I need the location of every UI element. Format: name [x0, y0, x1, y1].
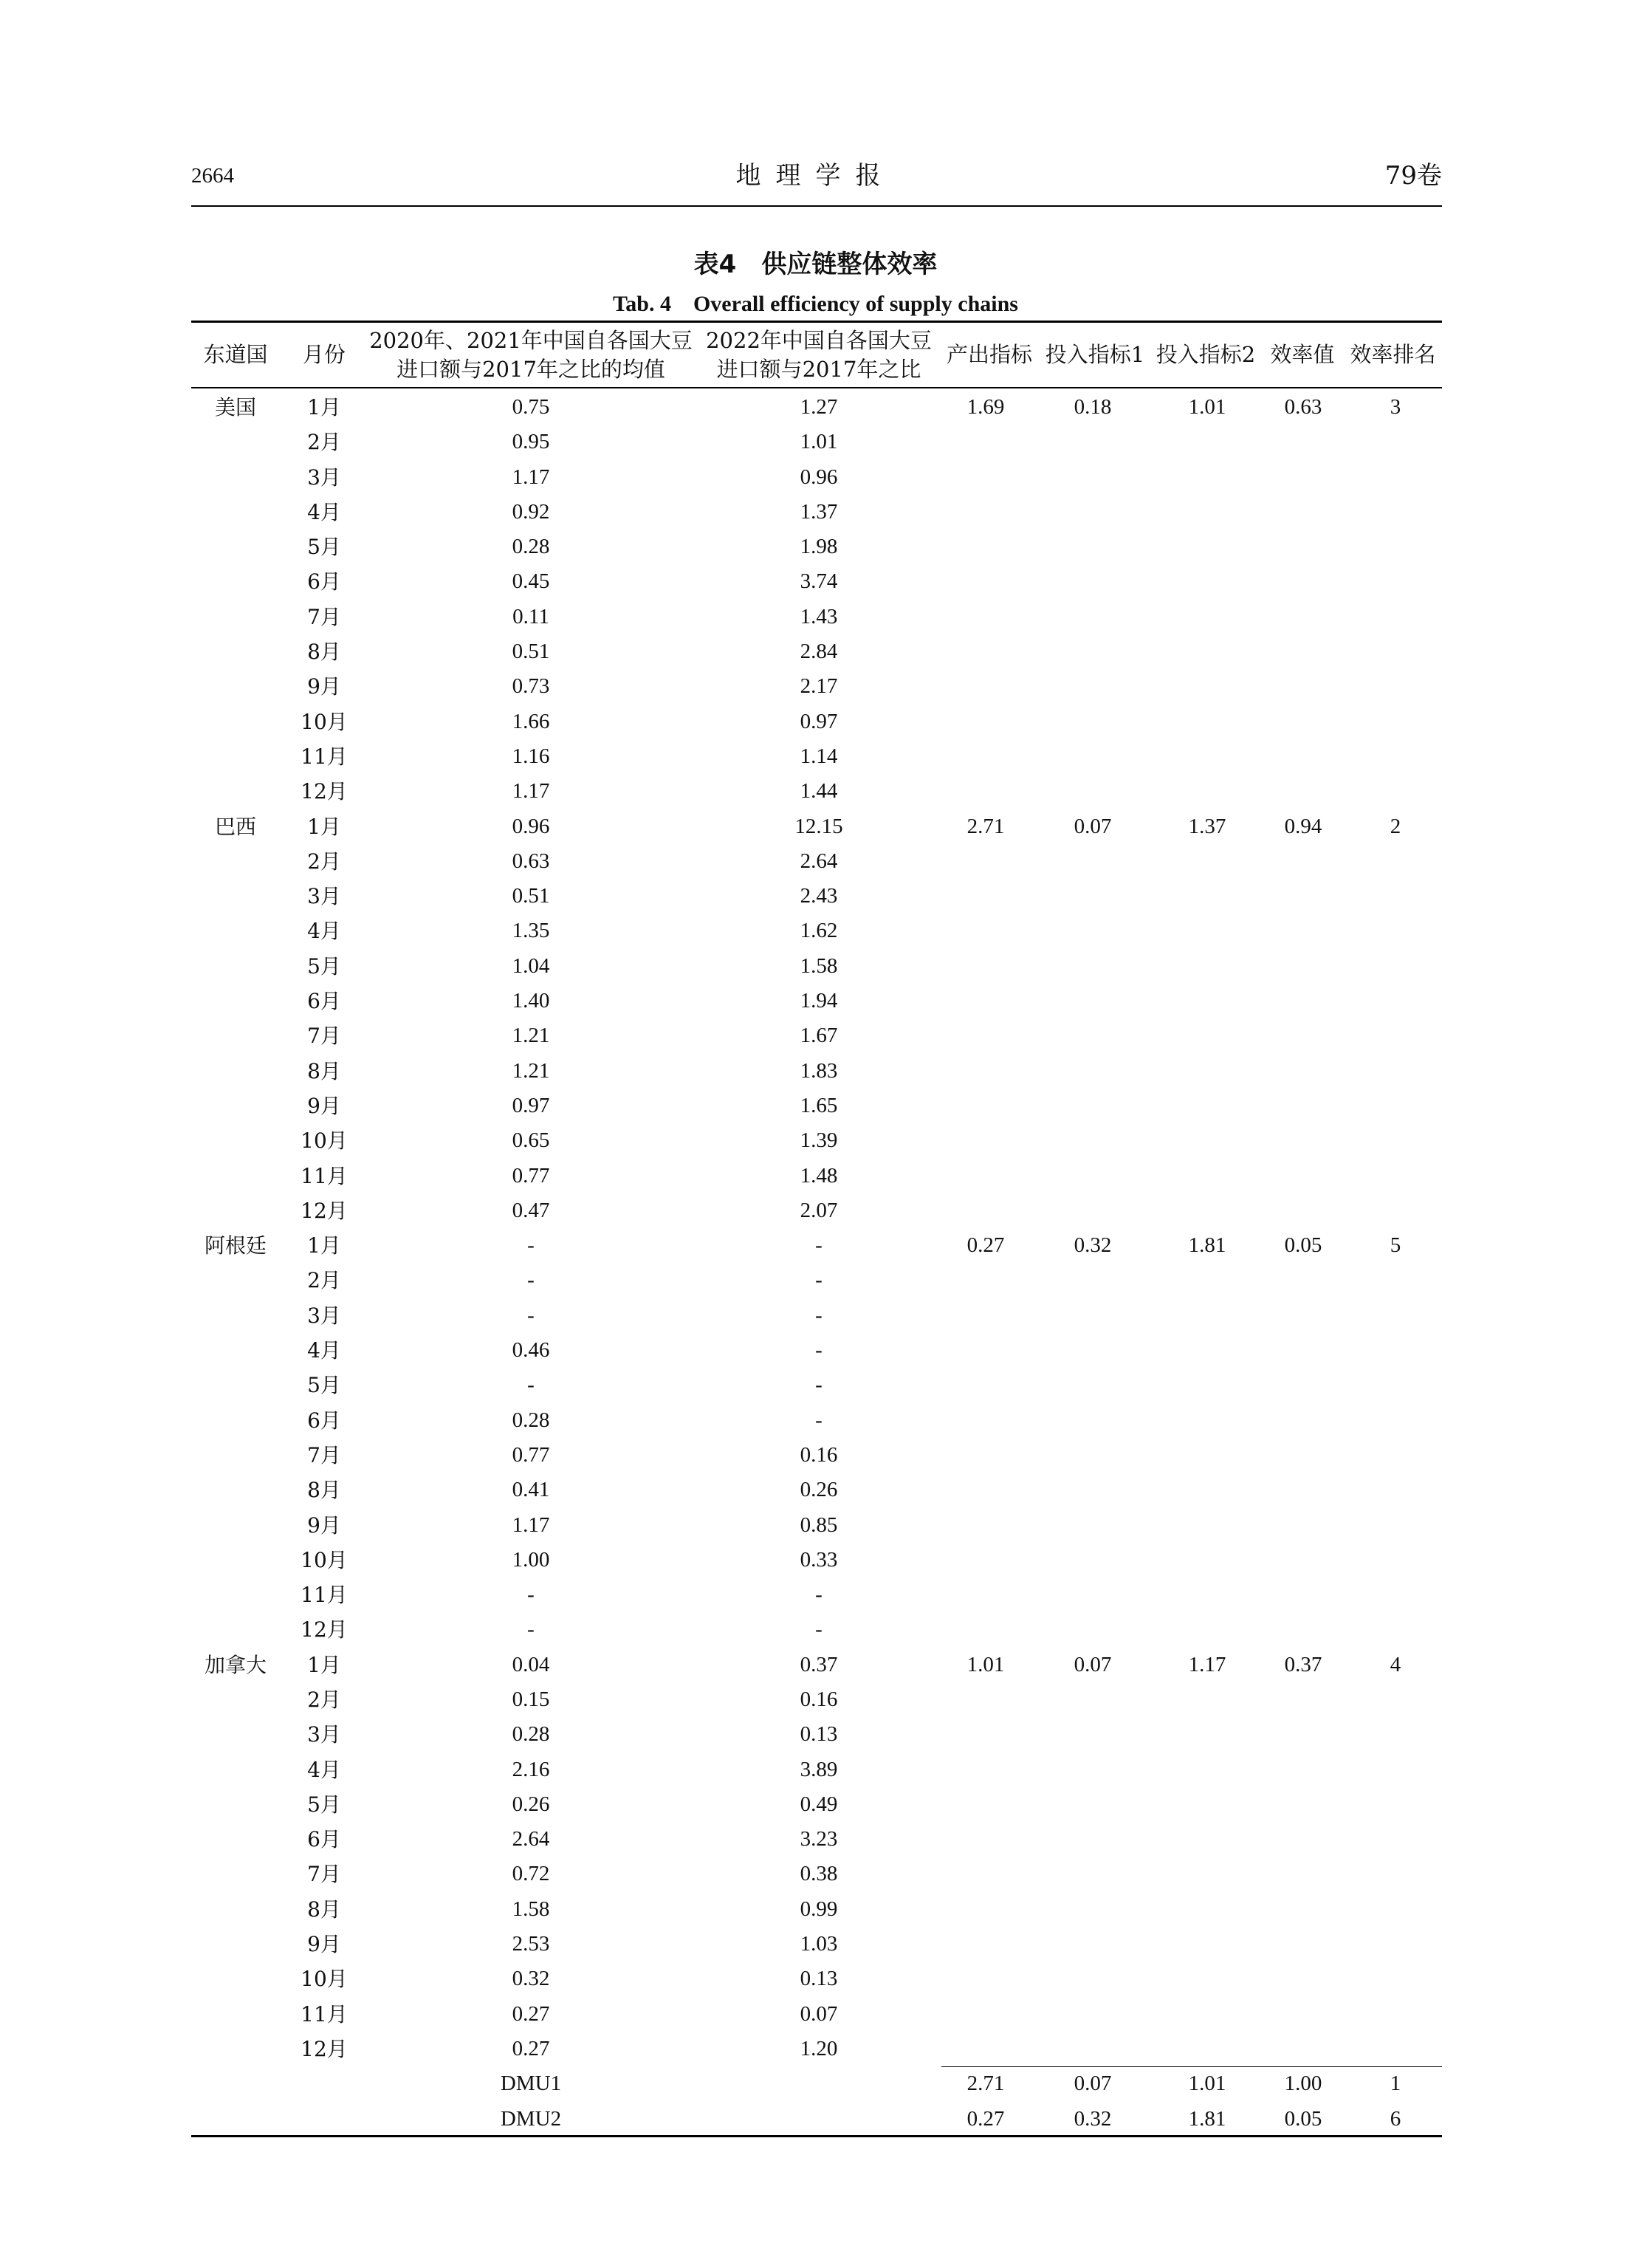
ratio-2022-cell: 0.16 — [800, 1442, 838, 1467]
table-row — [0, 1822, 1631, 1857]
table-title-en: Tab. 4 Overall efficiency of supply chains — [613, 292, 1018, 316]
avg-ratio-cell: 0.27 — [512, 2036, 550, 2060]
table-title-zh: 表4 供应链整体效率 — [693, 250, 938, 279]
table-row — [0, 1892, 1631, 1927]
month-cell: 2月 — [307, 849, 341, 874]
ratio-2022-cell: 1.65 — [800, 1093, 838, 1117]
input1-cell: 0.18 — [1074, 395, 1112, 419]
rank-cell: 5 — [1390, 1233, 1401, 1258]
ratio-2022-cell: 0.13 — [800, 1722, 838, 1747]
table-row — [0, 949, 1631, 984]
ratio-2022-cell: - — [815, 1303, 823, 1327]
table-row — [0, 1473, 1631, 1507]
avg-ratio-cell: 0.51 — [512, 640, 550, 664]
ratio-2022-cell: - — [815, 1338, 823, 1363]
table-row — [0, 1263, 1631, 1298]
month-cell: 7月 — [307, 1862, 341, 1887]
avg-ratio-cell: 2.64 — [512, 1827, 550, 1851]
avg-ratio-cell: 1.40 — [512, 989, 550, 1013]
table-row — [0, 879, 1631, 914]
month-cell: 2月 — [307, 1268, 341, 1293]
month-cell: 11月 — [301, 1583, 348, 1608]
input2-cell: 1.37 — [1188, 814, 1226, 838]
month-cell: 8月 — [307, 1478, 341, 1503]
month-cell: 11月 — [301, 1163, 348, 1188]
table-row — [0, 1123, 1631, 1158]
month-cell: 4月 — [307, 919, 341, 944]
ratio-2022-cell: 0.07 — [800, 2001, 838, 2026]
avg-ratio-cell: 0.47 — [512, 1198, 550, 1222]
country-cell: 美国 — [214, 395, 256, 419]
table-row — [0, 1753, 1631, 1787]
table-row — [0, 600, 1631, 634]
table-row — [0, 2032, 1631, 2066]
avg-ratio-cell: 1.35 — [512, 919, 550, 943]
efficiency-cell: 0.37 — [1284, 1652, 1322, 1676]
journal-title: 地理学报 — [735, 161, 896, 191]
month-cell: 12月 — [301, 1198, 348, 1223]
header-avg-ratio-line1: 2020年、2021年中国自各国大豆 — [369, 327, 693, 353]
dmu-row — [0, 2102, 1631, 2137]
table-row — [0, 1193, 1631, 1228]
avg-ratio-cell: 1.17 — [512, 779, 550, 804]
month-cell: 6月 — [307, 989, 341, 1014]
month-cell: 9月 — [307, 674, 341, 699]
ratio-2022-cell: 0.16 — [800, 1687, 838, 1711]
month-cell: 9月 — [307, 1932, 341, 1957]
month-cell: 3月 — [307, 1303, 341, 1328]
input1-cell: 0.32 — [1074, 2106, 1112, 2131]
month-cell: 8月 — [307, 640, 341, 665]
avg-ratio-cell: 2.16 — [512, 1757, 550, 1781]
table-row — [0, 564, 1631, 599]
month-cell: 7月 — [307, 1024, 341, 1049]
efficiency-cell: 0.05 — [1284, 1233, 1322, 1258]
efficiency-cell: 0.05 — [1284, 2106, 1322, 2131]
table-body — [0, 390, 1631, 2137]
table-row — [0, 425, 1631, 459]
avg-ratio-cell: 0.27 — [512, 2001, 550, 2026]
table-row — [0, 390, 1631, 425]
table-row — [0, 1089, 1631, 1123]
avg-ratio-cell: - — [527, 1373, 535, 1397]
country-cell: 阿根廷 — [204, 1233, 267, 1258]
ratio-2022-cell: 0.37 — [800, 1652, 838, 1676]
avg-ratio-cell: 0.92 — [512, 499, 550, 524]
month-cell: 7月 — [307, 1442, 341, 1467]
avg-ratio-cell: 0.75 — [512, 395, 550, 419]
ratio-2022-cell: - — [815, 1617, 823, 1642]
ratio-2022-cell: 0.97 — [800, 709, 838, 733]
avg-ratio-cell: 1.00 — [512, 1547, 550, 1572]
table-row — [0, 1612, 1631, 1647]
ratio-2022-cell: 2.07 — [800, 1198, 838, 1222]
efficiency-cell: 1.00 — [1284, 2072, 1322, 2096]
dmu-label-cell: DMU1 — [500, 2072, 562, 2096]
rank-cell: 6 — [1390, 2106, 1401, 2131]
month-cell: 5月 — [307, 1792, 341, 1817]
month-cell: 3月 — [307, 1722, 341, 1747]
table-row — [0, 1403, 1631, 1438]
header-efficiency: 效率值 — [1270, 342, 1335, 367]
avg-ratio-cell: 1.17 — [512, 1512, 550, 1537]
ratio-2022-cell: 0.96 — [800, 465, 838, 489]
input2-cell: 1.81 — [1188, 1233, 1226, 1258]
avg-ratio-cell: 0.97 — [512, 1093, 550, 1117]
table-row — [0, 1228, 1631, 1263]
month-cell: 1月 — [307, 1652, 341, 1677]
header-avg-ratio-line2: 进口额与2017年之比的均值 — [396, 356, 665, 382]
month-cell: 11月 — [301, 2001, 348, 2027]
avg-ratio-cell: 1.16 — [512, 744, 550, 768]
table-row — [0, 1054, 1631, 1089]
table-row — [0, 495, 1631, 530]
avg-ratio-cell: - — [527, 1303, 535, 1327]
month-cell: 5月 — [307, 953, 341, 979]
table-row — [0, 1298, 1631, 1333]
volume-label: 79卷 — [1384, 161, 1442, 191]
avg-ratio-cell: 0.77 — [512, 1442, 550, 1467]
month-cell: 4月 — [307, 1757, 341, 1782]
input2-cell: 1.01 — [1188, 2072, 1226, 2096]
avg-ratio-cell: 1.17 — [512, 465, 550, 489]
month-cell: 7月 — [307, 604, 341, 629]
avg-ratio-cell: 0.28 — [512, 535, 550, 559]
table-header-rule — [191, 387, 1442, 388]
dmu-separator-rule — [941, 2066, 1442, 2067]
month-cell: 8月 — [307, 1058, 341, 1083]
month-cell: 6月 — [307, 1408, 341, 1433]
month-cell: 1月 — [307, 814, 341, 839]
header-rank: 效率排名 — [1350, 342, 1436, 367]
input1-cell: 0.07 — [1074, 2072, 1112, 2096]
table-row — [0, 1717, 1631, 1752]
month-cell: 6月 — [307, 1827, 341, 1852]
input2-cell: 1.01 — [1188, 395, 1226, 419]
table-header-row — [0, 323, 1631, 387]
ratio-2022-cell: 0.38 — [800, 1862, 838, 1886]
country-cell: 加拿大 — [204, 1652, 267, 1677]
dmu-row — [0, 2066, 1631, 2101]
ratio-2022-cell: 3.74 — [800, 569, 838, 594]
ratio-2022-cell: 1.62 — [800, 919, 838, 943]
month-cell: 3月 — [307, 884, 341, 909]
month-cell: 3月 — [307, 465, 341, 490]
table-row — [0, 1577, 1631, 1612]
table-row — [0, 914, 1631, 948]
ratio-2022-cell: 2.84 — [800, 640, 838, 664]
ratio-2022-cell: 1.01 — [800, 430, 838, 454]
avg-ratio-cell: 0.51 — [512, 884, 550, 908]
rank-cell: 1 — [1390, 2072, 1401, 2096]
header-month: 月份 — [302, 342, 346, 367]
month-cell: 5月 — [307, 1373, 341, 1398]
table-row — [0, 1962, 1631, 1996]
rank-cell: 3 — [1390, 395, 1401, 419]
table-row — [0, 739, 1631, 774]
header-input1: 投入指标1 — [1045, 342, 1145, 367]
ratio-2022-cell: 1.14 — [800, 744, 838, 768]
table-row — [0, 1333, 1631, 1368]
avg-ratio-cell: 0.11 — [512, 604, 549, 628]
ratio-2022-cell: 1.98 — [800, 535, 838, 559]
avg-ratio-cell: 1.21 — [512, 1058, 550, 1083]
ratio-2022-cell: 1.03 — [800, 1932, 838, 1956]
header-rule — [191, 205, 1442, 207]
country-cell: 巴西 — [214, 814, 256, 839]
month-cell: 4月 — [307, 499, 341, 524]
header-2022-ratio — [693, 323, 944, 387]
month-cell: 4月 — [307, 1338, 341, 1363]
month-cell: 10月 — [301, 1967, 348, 1992]
output-cell: 2.71 — [966, 2072, 1005, 2096]
month-cell: 11月 — [301, 744, 348, 769]
ratio-2022-cell: 1.83 — [800, 1058, 838, 1083]
avg-ratio-cell: 1.21 — [512, 1024, 550, 1048]
input1-cell: 0.32 — [1074, 1233, 1112, 1258]
table-row — [0, 1438, 1631, 1473]
table-row — [0, 1543, 1631, 1577]
ratio-2022-cell: - — [815, 1233, 823, 1258]
ratio-2022-cell: 2.43 — [800, 884, 838, 908]
ratio-2022-cell: 1.39 — [800, 1128, 838, 1153]
header-input2: 投入指标2 — [1156, 342, 1256, 367]
table-row — [0, 1018, 1631, 1053]
avg-ratio-cell: 0.95 — [512, 430, 550, 454]
month-cell: 2月 — [307, 1687, 341, 1712]
table-row — [0, 460, 1631, 495]
month-cell: 1月 — [307, 395, 341, 419]
ratio-2022-cell: 1.48 — [800, 1163, 838, 1188]
efficiency-cell: 0.94 — [1284, 814, 1322, 838]
avg-ratio-cell: 0.32 — [512, 1967, 550, 1991]
ratio-2022-cell: 1.44 — [800, 779, 838, 804]
input1-cell: 0.07 — [1074, 814, 1112, 838]
avg-ratio-cell: - — [527, 1583, 535, 1607]
ratio-2022-cell: 1.20 — [800, 2036, 838, 2060]
table-row — [0, 1648, 1631, 1682]
table-row — [0, 1159, 1631, 1193]
table-row — [0, 669, 1631, 704]
avg-ratio-cell: 1.66 — [512, 709, 550, 733]
avg-ratio-cell: 0.41 — [512, 1478, 550, 1502]
month-cell: 12月 — [301, 2036, 348, 2061]
table-row — [0, 844, 1631, 879]
avg-ratio-cell: 0.28 — [512, 1722, 550, 1747]
avg-ratio-cell: 0.77 — [512, 1163, 550, 1188]
rank-cell: 4 — [1390, 1652, 1401, 1676]
header-output: 产出指标 — [946, 342, 1032, 367]
ratio-2022-cell: 2.64 — [800, 849, 838, 873]
input1-cell: 0.07 — [1074, 1652, 1112, 1676]
avg-ratio-cell: - — [527, 1617, 535, 1642]
avg-ratio-cell: 0.96 — [512, 814, 550, 838]
avg-ratio-cell: - — [527, 1268, 535, 1292]
month-cell: 6月 — [307, 569, 341, 595]
avg-ratio-cell: - — [527, 1233, 535, 1258]
table-row — [0, 1787, 1631, 1822]
ratio-2022-cell: 1.94 — [800, 989, 838, 1013]
table-row — [0, 1857, 1631, 1891]
ratio-2022-cell: - — [815, 1373, 823, 1397]
ratio-2022-cell: 1.58 — [800, 953, 838, 978]
avg-ratio-cell: 0.26 — [512, 1792, 550, 1816]
month-cell: 10月 — [301, 1547, 348, 1572]
table-row — [0, 634, 1631, 669]
month-cell: 10月 — [301, 1128, 348, 1154]
table-row — [0, 1997, 1631, 2032]
table-row — [0, 530, 1631, 564]
output-cell: 1.01 — [966, 1652, 1005, 1676]
month-cell: 12月 — [301, 779, 348, 804]
month-cell: 12月 — [301, 1617, 348, 1642]
avg-ratio-cell: 0.04 — [512, 1652, 550, 1676]
ratio-2022-cell: 0.26 — [800, 1478, 838, 1502]
table-row — [0, 809, 1631, 844]
table-bottom-rule — [191, 2135, 1442, 2137]
ratio-2022-cell: 2.17 — [800, 674, 838, 699]
ratio-2022-cell: 0.99 — [800, 1897, 838, 1921]
ratio-2022-cell: 3.23 — [800, 1827, 838, 1851]
ratio-2022-cell: 0.49 — [800, 1792, 838, 1816]
avg-ratio-cell: 0.45 — [512, 569, 550, 594]
table-row — [0, 774, 1631, 809]
page-number: 2664 — [191, 164, 234, 188]
ratio-2022-cell: 1.43 — [800, 604, 838, 628]
avg-ratio-cell: 0.46 — [512, 1338, 550, 1363]
avg-ratio-cell: 1.04 — [512, 953, 550, 978]
ratio-2022-cell: 1.67 — [800, 1024, 838, 1048]
output-cell: 0.27 — [966, 1233, 1005, 1258]
header-2022-ratio-line2: 进口额与2017年之比 — [716, 356, 921, 382]
ratio-2022-cell: 1.37 — [800, 499, 838, 524]
header-avg-ratio — [368, 323, 693, 387]
ratio-2022-cell: - — [815, 1583, 823, 1607]
table-row — [0, 1508, 1631, 1543]
rank-cell: 2 — [1390, 814, 1401, 838]
table-row — [0, 1927, 1631, 1962]
avg-ratio-cell: 1.58 — [512, 1897, 550, 1921]
input2-cell: 1.81 — [1188, 2106, 1226, 2131]
month-cell: 5月 — [307, 535, 341, 560]
ratio-2022-cell: 1.27 — [800, 395, 838, 419]
avg-ratio-cell: 0.28 — [512, 1408, 550, 1432]
ratio-2022-cell: 12.15 — [794, 814, 843, 838]
input2-cell: 1.17 — [1188, 1652, 1226, 1676]
month-cell: 1月 — [307, 1233, 341, 1258]
ratio-2022-cell: - — [815, 1408, 823, 1432]
avg-ratio-cell: 2.53 — [512, 1932, 550, 1956]
efficiency-cell: 0.63 — [1284, 395, 1322, 419]
ratio-2022-cell: 0.33 — [800, 1547, 838, 1572]
header-country: 东道国 — [203, 342, 268, 367]
table-row — [0, 1368, 1631, 1402]
header-2022-ratio-line1: 2022年中国自各国大豆 — [706, 327, 932, 353]
avg-ratio-cell: 0.73 — [512, 674, 550, 699]
avg-ratio-cell: 0.72 — [512, 1862, 550, 1886]
month-cell: 9月 — [307, 1093, 341, 1118]
month-cell: 10月 — [301, 709, 348, 734]
avg-ratio-cell: 0.63 — [512, 849, 550, 873]
ratio-2022-cell: 0.85 — [800, 1512, 838, 1537]
output-cell: 1.69 — [966, 395, 1005, 419]
output-cell: 0.27 — [966, 2106, 1005, 2131]
ratio-2022-cell: - — [815, 1268, 823, 1292]
ratio-2022-cell: 3.89 — [800, 1757, 838, 1781]
dmu-label-cell: DMU2 — [500, 2106, 562, 2131]
month-cell: 8月 — [307, 1897, 341, 1922]
avg-ratio-cell: 0.65 — [512, 1128, 550, 1153]
table-row — [0, 984, 1631, 1018]
output-cell: 2.71 — [966, 814, 1005, 838]
table-row — [0, 705, 1631, 739]
avg-ratio-cell: 0.15 — [512, 1687, 550, 1711]
table-row — [0, 1682, 1631, 1717]
month-cell: 9月 — [307, 1512, 341, 1538]
ratio-2022-cell: 0.13 — [800, 1967, 838, 1991]
month-cell: 2月 — [307, 430, 341, 455]
